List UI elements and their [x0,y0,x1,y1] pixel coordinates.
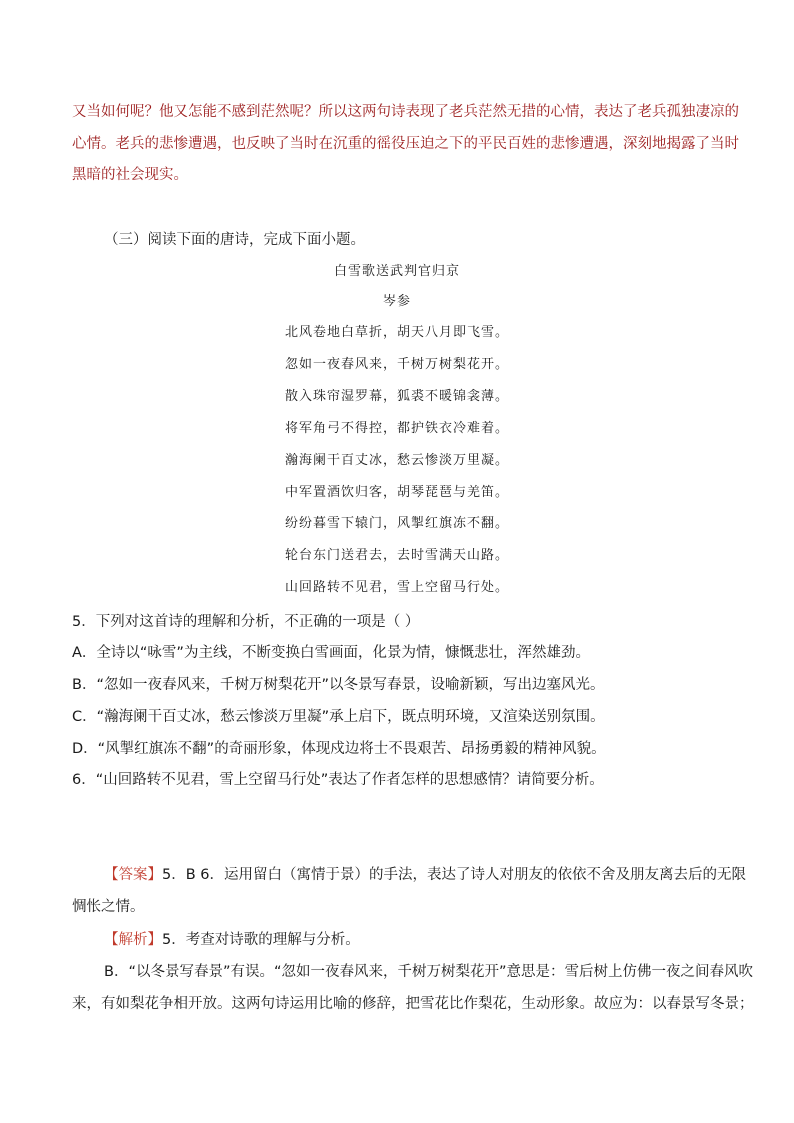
poem-title: 白雪歌送武判官归京 [333,264,460,279]
option-c: C．“瀚海阑干百丈冰，愁云惨淡万里凝”承上启下，既点明环境，又渲染送别氛围。 [72,709,605,725]
poem-line-4: 将军角弓不得控，都护铁衣冷难着。 [284,421,509,436]
intro-analysis-line-3: 黑暗的社会现实。 [72,167,188,183]
option-d: D．“风掣红旗冻不翻”的奇丽形象，体现戍边将士不畏艰苦、昂扬勇毅的精神风貌。 [72,741,606,757]
poem-line-2: 忽如一夜春风来，千树万树梨花开。 [284,357,509,372]
poem-line-3: 散入珠帘湿罗幕，狐裘不暖锦衾薄。 [284,389,509,404]
intro-analysis-line-1: 又当如何呢？他又怎能不感到茫然呢？所以这两句诗表现了老兵茫然无措的心情，表达了老兵孤独凄凉的 [72,104,739,120]
answer-label: 【答案】 [104,867,162,883]
section-heading: （三）阅读下面的唐诗，完成下面小题。 [104,232,365,248]
analysis-label: 【解析】 [104,932,162,948]
analysis-line-3: 来，有如梨花争相开放。这两句诗运用比喻的修辞，把雪花比作梨花，生动形象。故应为：以春景写冬景； [72,996,754,1012]
poem-line-5: 瀚海阑干百丈冰，愁云惨淡万里凝。 [284,453,509,468]
analysis-line-1 [104,930,764,950]
analysis-text: 5．考查对诗歌的理解与分析。 [162,932,360,948]
poem-line-6: 中军置酒饮归客，胡琴琵琶与羌笛。 [284,485,509,500]
poem-line-7: 纷纷暮雪下辕门，风掣红旗冻不翻。 [284,516,509,531]
poem-line-8: 轮台东门送君去，去时雪满天山路。 [284,548,509,563]
poem-author: 岑参 [382,294,411,309]
question-6: 6．“山回路转不见君，雪上空留马行处”表达了作者怎样的思想感情？请简要分析。 [72,772,604,788]
answer-line-2: 惆怅之情。 [72,899,145,915]
answer-line-1 [104,865,764,885]
poem-line-9: 山回路转不见君，雪上空留马行处。 [284,580,509,595]
analysis-line-2: B．“以冬景写春景”有误。“忽如一夜春风来，千树万树梨花开”意思是：雪后树上仿佛一夜之间春风吹 [104,964,753,980]
poem-line-1: 北风卷地白草折，胡天八月即飞雪。 [284,325,509,340]
option-b: B．“忽如一夜春风来，千树万树梨花开”以冬景写春景，设喻新颖，写出边塞风光。 [72,677,605,693]
option-a: A．全诗以“咏雪”为主线，不断变换白雪画面，化景为情，慷慨悲壮，浑然雄劲。 [72,645,590,661]
question-5: 5．下列对这首诗的理解和分析，不正确的一项是（ ） [72,614,420,630]
intro-analysis-line-2: 心情。老兵的悲惨遭遇，也反映了当时在沉重的徭役压迫之下的平民百姓的悲惨遭遇，深刻地揭露了当时 [72,136,739,152]
answer-text: 5．B 6．运用留白（寓情于景）的手法，表达了诗人对朋友的依依不舍及朋友离去后的无限 [162,867,747,883]
